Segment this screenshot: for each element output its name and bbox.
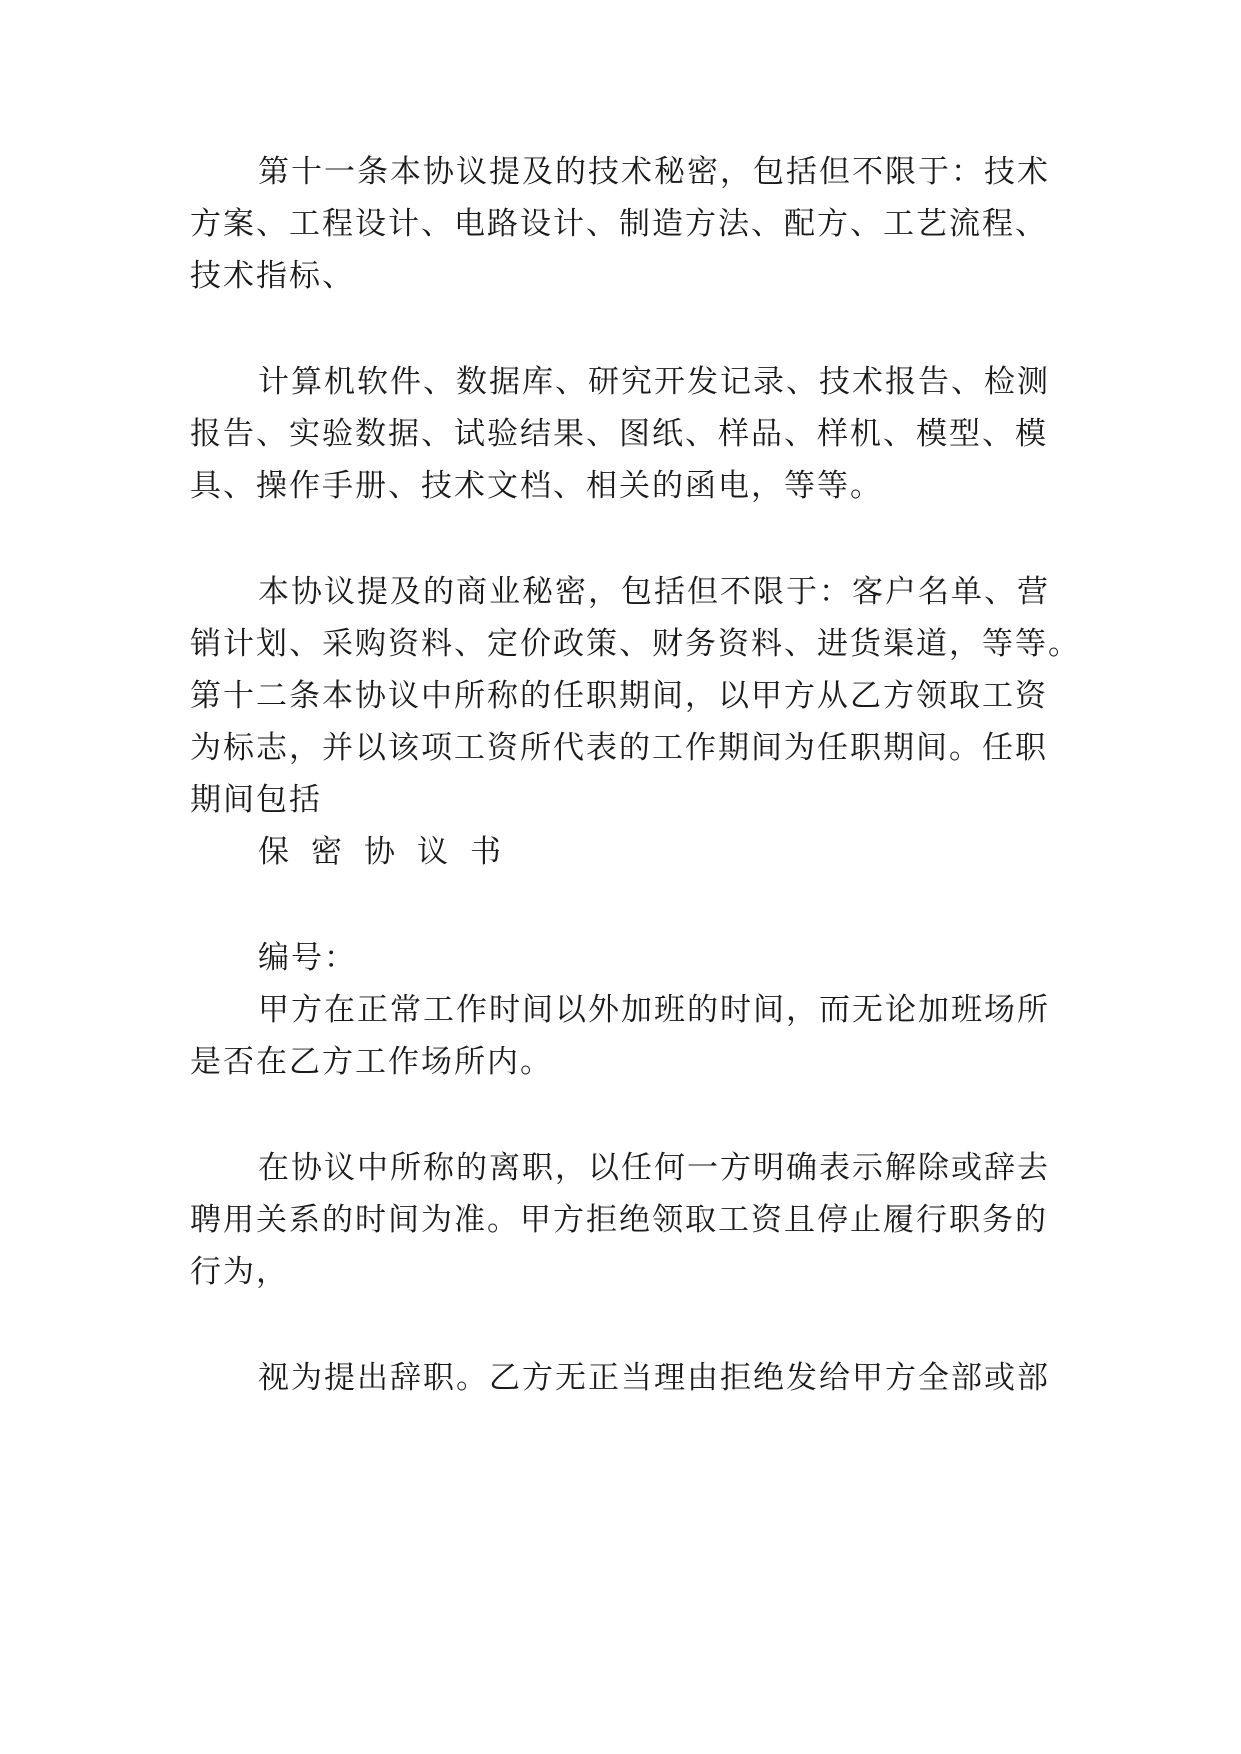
tech-secrets-line-2: 报告、实验数据、试验结果、图纸、样品、样机、模型、模 [190,416,1048,452]
article-11-line-1: 第十一条本协议提及的技术秘密，包括但不限于：技术 [258,154,1050,190]
overtime-line-1: 甲方在正常工作时间以外加班的时间，而无论加班场所 [258,992,1050,1028]
article-12-line-1: 第十二条本协议中所称的任职期间，以甲方从乙方领取工资 [190,678,1048,714]
serial-number-label: 编号： [258,940,357,976]
resignation-line-3: 行为， [190,1254,289,1290]
resignation-line-1: 在协议中所称的离职，以任何一方明确表示解除或辞去 [258,1150,1050,1186]
article-12-line-2: 为标志，并以该项工资所代表的工作期间为任职期间。任职 [190,730,1048,766]
resignation-line-2: 聘用关系的时间为准。甲方拒绝领取工资且停止履行职务的 [190,1202,1048,1238]
business-secrets-line-1: 本协议提及的商业秘密，包括但不限于：客户名单、营 [258,574,1050,610]
overtime-line-2: 是否在乙方工作场所内。 [190,1044,553,1080]
article-11-line-2: 方案、工程设计、电路设计、制造方法、配方、工艺流程、 [190,206,1048,242]
tech-secrets-line-1: 计算机软件、数据库、研究开发记录、技术报告、检测 [258,364,1050,400]
article-12-line-3: 期间包括 [190,782,322,818]
tech-secrets-line-3: 具、操作手册、技术文档、相关的函电，等等。 [190,468,883,504]
document-title: 保密协议书 [258,834,523,870]
deemed-resignation-line-1: 视为提出辞职。乙方无正当理由拒绝发给甲方全部或部 [258,1360,1050,1396]
article-11-line-3: 技术指标、 [190,258,355,294]
business-secrets-line-2: 销计划、采购资料、定价政策、财务资料、进货渠道，等等。 [190,626,1081,662]
